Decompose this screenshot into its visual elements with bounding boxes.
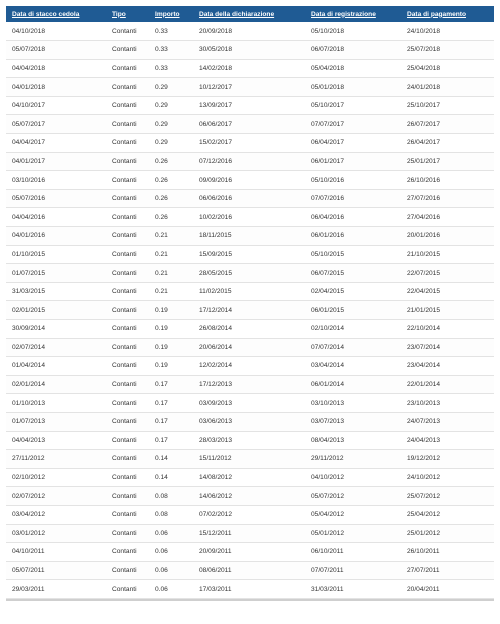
- payment-date-cell: 26/10/2011: [401, 543, 494, 562]
- payment-date-cell: 23/07/2014: [401, 338, 494, 357]
- declaration-date-cell: 20/09/2018: [193, 22, 305, 41]
- table-row: [6, 264, 494, 283]
- column-header-ex-date[interactable]: Data di stacco cedola: [6, 6, 106, 22]
- ex-date-cell: 02/07/2014: [6, 338, 106, 357]
- type-cell: Contanti: [106, 189, 149, 208]
- table-row: [6, 468, 494, 487]
- declaration-date-cell: 18/11/2015: [193, 227, 305, 246]
- payment-date-cell: 22/01/2014: [401, 375, 494, 394]
- payment-date-cell: 24/07/2013: [401, 412, 494, 431]
- table-row: [6, 22, 494, 41]
- record-date-cell: 06/04/2016: [305, 208, 401, 227]
- ex-date-cell: 04/10/2011: [6, 543, 106, 562]
- payment-date-cell: 22/07/2015: [401, 264, 494, 283]
- type-cell: Contanti: [106, 152, 149, 171]
- amount-cell: 0.17: [149, 431, 193, 450]
- record-date-cell: 06/01/2017: [305, 152, 401, 171]
- payment-date-cell: 24/01/2018: [401, 78, 494, 97]
- table-header: [6, 6, 494, 22]
- declaration-date-cell: 11/02/2015: [193, 282, 305, 301]
- amount-cell: 0.06: [149, 524, 193, 543]
- record-date-cell: 02/04/2015: [305, 282, 401, 301]
- amount-cell: 0.26: [149, 208, 193, 227]
- record-date-cell: 05/04/2018: [305, 59, 401, 78]
- record-date-cell: 29/11/2012: [305, 450, 401, 469]
- ex-date-cell: 04/04/2017: [6, 134, 106, 153]
- ex-date-cell: 05/07/2011: [6, 561, 106, 580]
- payment-date-cell: 26/04/2017: [401, 134, 494, 153]
- declaration-date-cell: 06/06/2016: [193, 189, 305, 208]
- amount-cell: 0.26: [149, 171, 193, 190]
- amount-cell: 0.29: [149, 96, 193, 115]
- table-row: [6, 245, 494, 264]
- payment-date-cell: 27/07/2016: [401, 189, 494, 208]
- type-cell: Contanti: [106, 115, 149, 134]
- declaration-date-cell: 08/06/2011: [193, 561, 305, 580]
- type-cell: Contanti: [106, 431, 149, 450]
- declaration-date-cell: 13/09/2017: [193, 96, 305, 115]
- ex-date-cell: 02/01/2014: [6, 375, 106, 394]
- amount-cell: 0.06: [149, 580, 193, 599]
- payment-date-cell: 25/04/2018: [401, 59, 494, 78]
- table-row: [6, 338, 494, 357]
- ex-date-cell: 03/04/2012: [6, 505, 106, 524]
- record-date-cell: 06/01/2014: [305, 375, 401, 394]
- declaration-date-cell: 17/12/2013: [193, 375, 305, 394]
- dividend-table: [6, 6, 494, 599]
- payment-date-cell: 25/04/2012: [401, 505, 494, 524]
- amount-cell: 0.33: [149, 41, 193, 60]
- header-row: [6, 6, 494, 22]
- ex-date-cell: 04/01/2017: [6, 152, 106, 171]
- table-row: [6, 487, 494, 506]
- payment-date-cell: 24/04/2013: [401, 431, 494, 450]
- declaration-date-cell: 20/06/2014: [193, 338, 305, 357]
- amount-cell: 0.33: [149, 59, 193, 78]
- declaration-date-cell: 14/06/2012: [193, 487, 305, 506]
- payment-date-cell: 26/10/2016: [401, 171, 494, 190]
- declaration-date-cell: 15/11/2012: [193, 450, 305, 469]
- ex-date-cell: 03/10/2016: [6, 171, 106, 190]
- type-cell: Contanti: [106, 338, 149, 357]
- record-date-cell: 06/07/2015: [305, 264, 401, 283]
- record-date-cell: 06/10/2011: [305, 543, 401, 562]
- amount-cell: 0.06: [149, 561, 193, 580]
- table-row: [6, 375, 494, 394]
- table-row: [6, 152, 494, 171]
- record-date-cell: 07/07/2014: [305, 338, 401, 357]
- ex-date-cell: 27/11/2012: [6, 450, 106, 469]
- record-date-cell: 03/07/2013: [305, 412, 401, 431]
- type-cell: Contanti: [106, 468, 149, 487]
- ex-date-cell: 04/10/2018: [6, 22, 106, 41]
- type-cell: Contanti: [106, 264, 149, 283]
- table-row: [6, 282, 494, 301]
- table-body: [6, 22, 494, 598]
- record-date-cell: 05/04/2012: [305, 505, 401, 524]
- declaration-date-cell: 10/02/2016: [193, 208, 305, 227]
- ex-date-cell: 04/04/2018: [6, 59, 106, 78]
- amount-cell: 0.29: [149, 78, 193, 97]
- ex-date-cell: 30/09/2014: [6, 320, 106, 339]
- amount-cell: 0.29: [149, 134, 193, 153]
- amount-cell: 0.06: [149, 543, 193, 562]
- table-row: [6, 59, 494, 78]
- record-date-cell: 06/01/2016: [305, 227, 401, 246]
- payment-date-cell: 25/01/2017: [401, 152, 494, 171]
- table-row: [6, 524, 494, 543]
- amount-cell: 0.21: [149, 264, 193, 283]
- payment-date-cell: 25/07/2018: [401, 41, 494, 60]
- payment-date-cell: 24/10/2018: [401, 22, 494, 41]
- table-row: [6, 561, 494, 580]
- type-cell: Contanti: [106, 96, 149, 115]
- payment-date-cell: 21/01/2015: [401, 301, 494, 320]
- table-row: [6, 134, 494, 153]
- table-row: [6, 431, 494, 450]
- ex-date-cell: 04/04/2013: [6, 431, 106, 450]
- type-cell: Contanti: [106, 580, 149, 599]
- type-cell: Contanti: [106, 524, 149, 543]
- ex-date-cell: 04/01/2016: [6, 227, 106, 246]
- type-cell: Contanti: [106, 357, 149, 376]
- record-date-cell: 07/07/2016: [305, 189, 401, 208]
- table-row: [6, 412, 494, 431]
- ex-date-cell: 02/07/2012: [6, 487, 106, 506]
- ex-date-cell: 01/10/2015: [6, 245, 106, 264]
- amount-cell: 0.21: [149, 227, 193, 246]
- payment-date-cell: 22/04/2015: [401, 282, 494, 301]
- amount-cell: 0.19: [149, 301, 193, 320]
- payment-date-cell: 22/10/2014: [401, 320, 494, 339]
- table-row: [6, 208, 494, 227]
- column-header-type[interactable]: Tipo: [106, 6, 149, 22]
- record-date-cell: 05/01/2018: [305, 78, 401, 97]
- column-header-amount[interactable]: Importo: [149, 6, 193, 22]
- amount-cell: 0.17: [149, 412, 193, 431]
- table-row: [6, 227, 494, 246]
- declaration-date-cell: 17/03/2011: [193, 580, 305, 599]
- declaration-date-cell: 28/03/2013: [193, 431, 305, 450]
- ex-date-cell: 31/03/2015: [6, 282, 106, 301]
- type-cell: Contanti: [106, 450, 149, 469]
- amount-cell: 0.21: [149, 245, 193, 264]
- table-row: [6, 115, 494, 134]
- amount-cell: 0.14: [149, 450, 193, 469]
- table-row: [6, 301, 494, 320]
- column-header-record-date[interactable]: Data di registrazione: [305, 6, 401, 22]
- ex-date-cell: 04/04/2016: [6, 208, 106, 227]
- type-cell: Contanti: [106, 487, 149, 506]
- column-header-declaration-date[interactable]: Data della dichiarazione: [193, 6, 305, 22]
- record-date-cell: 06/07/2018: [305, 41, 401, 60]
- payment-date-cell: 19/12/2012: [401, 450, 494, 469]
- record-date-cell: 05/10/2018: [305, 22, 401, 41]
- declaration-date-cell: 26/08/2014: [193, 320, 305, 339]
- record-date-cell: 06/04/2017: [305, 134, 401, 153]
- amount-cell: 0.21: [149, 282, 193, 301]
- record-date-cell: 05/10/2016: [305, 171, 401, 190]
- table-row: [6, 357, 494, 376]
- type-cell: Contanti: [106, 543, 149, 562]
- declaration-date-cell: 20/09/2011: [193, 543, 305, 562]
- ex-date-cell: 03/01/2012: [6, 524, 106, 543]
- ex-date-cell: 01/07/2015: [6, 264, 106, 283]
- declaration-date-cell: 06/06/2017: [193, 115, 305, 134]
- table-row: [6, 96, 494, 115]
- type-cell: Contanti: [106, 59, 149, 78]
- declaration-date-cell: 30/05/2018: [193, 41, 305, 60]
- ex-date-cell: 29/03/2011: [6, 580, 106, 599]
- declaration-date-cell: 15/09/2015: [193, 245, 305, 264]
- type-cell: Contanti: [106, 320, 149, 339]
- payment-date-cell: 20/01/2016: [401, 227, 494, 246]
- type-cell: Contanti: [106, 301, 149, 320]
- record-date-cell: 05/01/2012: [305, 524, 401, 543]
- declaration-date-cell: 12/02/2014: [193, 357, 305, 376]
- table-row: [6, 580, 494, 599]
- column-header-payment-date[interactable]: Data di pagamento: [401, 6, 494, 22]
- declaration-date-cell: 07/12/2016: [193, 152, 305, 171]
- declaration-date-cell: 03/06/2013: [193, 412, 305, 431]
- ex-date-cell: 01/04/2014: [6, 357, 106, 376]
- declaration-date-cell: 03/09/2013: [193, 394, 305, 413]
- ex-date-cell: 05/07/2018: [6, 41, 106, 60]
- payment-date-cell: 23/10/2013: [401, 394, 494, 413]
- payment-date-cell: 23/04/2014: [401, 357, 494, 376]
- declaration-date-cell: 17/12/2014: [193, 301, 305, 320]
- record-date-cell: 08/04/2013: [305, 431, 401, 450]
- type-cell: Contanti: [106, 394, 149, 413]
- payment-date-cell: 27/04/2016: [401, 208, 494, 227]
- payment-date-cell: 25/07/2012: [401, 487, 494, 506]
- ex-date-cell: 02/01/2015: [6, 301, 106, 320]
- amount-cell: 0.29: [149, 115, 193, 134]
- record-date-cell: 03/10/2013: [305, 394, 401, 413]
- record-date-cell: 06/01/2015: [305, 301, 401, 320]
- ex-date-cell: 04/10/2017: [6, 96, 106, 115]
- table-row: [6, 320, 494, 339]
- amount-cell: 0.17: [149, 394, 193, 413]
- table-row: [6, 189, 494, 208]
- table-row: [6, 394, 494, 413]
- amount-cell: 0.14: [149, 468, 193, 487]
- type-cell: Contanti: [106, 412, 149, 431]
- payment-date-cell: 27/07/2011: [401, 561, 494, 580]
- declaration-date-cell: 28/05/2015: [193, 264, 305, 283]
- record-date-cell: 05/07/2012: [305, 487, 401, 506]
- record-date-cell: 05/10/2017: [305, 96, 401, 115]
- record-date-cell: 07/07/2011: [305, 561, 401, 580]
- declaration-date-cell: 15/12/2011: [193, 524, 305, 543]
- ex-date-cell: 04/01/2018: [6, 78, 106, 97]
- type-cell: Contanti: [106, 134, 149, 153]
- record-date-cell: 05/10/2015: [305, 245, 401, 264]
- amount-cell: 0.33: [149, 22, 193, 41]
- type-cell: Contanti: [106, 282, 149, 301]
- record-date-cell: 04/10/2012: [305, 468, 401, 487]
- type-cell: Contanti: [106, 171, 149, 190]
- table-row: [6, 171, 494, 190]
- type-cell: Contanti: [106, 561, 149, 580]
- amount-cell: 0.19: [149, 357, 193, 376]
- amount-cell: 0.19: [149, 320, 193, 339]
- table-row: [6, 41, 494, 60]
- declaration-date-cell: 14/08/2012: [193, 468, 305, 487]
- record-date-cell: 03/04/2014: [305, 357, 401, 376]
- record-date-cell: 07/07/2017: [305, 115, 401, 134]
- declaration-date-cell: 07/02/2012: [193, 505, 305, 524]
- table-row: [6, 505, 494, 524]
- type-cell: Contanti: [106, 78, 149, 97]
- amount-cell: 0.26: [149, 189, 193, 208]
- type-cell: Contanti: [106, 505, 149, 524]
- declaration-date-cell: 09/09/2016: [193, 171, 305, 190]
- amount-cell: 0.26: [149, 152, 193, 171]
- payment-date-cell: 24/10/2012: [401, 468, 494, 487]
- declaration-date-cell: 10/12/2017: [193, 78, 305, 97]
- type-cell: Contanti: [106, 22, 149, 41]
- record-date-cell: 31/03/2011: [305, 580, 401, 599]
- payment-date-cell: 26/07/2017: [401, 115, 494, 134]
- amount-cell: 0.08: [149, 487, 193, 506]
- payment-date-cell: 21/10/2015: [401, 245, 494, 264]
- type-cell: Contanti: [106, 375, 149, 394]
- record-date-cell: 02/10/2014: [305, 320, 401, 339]
- table-row: [6, 450, 494, 469]
- type-cell: Contanti: [106, 208, 149, 227]
- declaration-date-cell: 14/02/2018: [193, 59, 305, 78]
- table-row: [6, 78, 494, 97]
- table-bottom-border: [6, 599, 494, 601]
- ex-date-cell: 01/07/2013: [6, 412, 106, 431]
- ex-date-cell: 05/07/2016: [6, 189, 106, 208]
- payment-date-cell: 20/04/2011: [401, 580, 494, 599]
- payment-date-cell: 25/01/2012: [401, 524, 494, 543]
- ex-date-cell: 02/10/2012: [6, 468, 106, 487]
- type-cell: Contanti: [106, 245, 149, 264]
- type-cell: Contanti: [106, 227, 149, 246]
- declaration-date-cell: 15/02/2017: [193, 134, 305, 153]
- amount-cell: 0.19: [149, 338, 193, 357]
- payment-date-cell: 25/10/2017: [401, 96, 494, 115]
- type-cell: Contanti: [106, 41, 149, 60]
- table-row: [6, 543, 494, 562]
- ex-date-cell: 05/07/2017: [6, 115, 106, 134]
- amount-cell: 0.17: [149, 375, 193, 394]
- amount-cell: 0.08: [149, 505, 193, 524]
- ex-date-cell: 01/10/2013: [6, 394, 106, 413]
